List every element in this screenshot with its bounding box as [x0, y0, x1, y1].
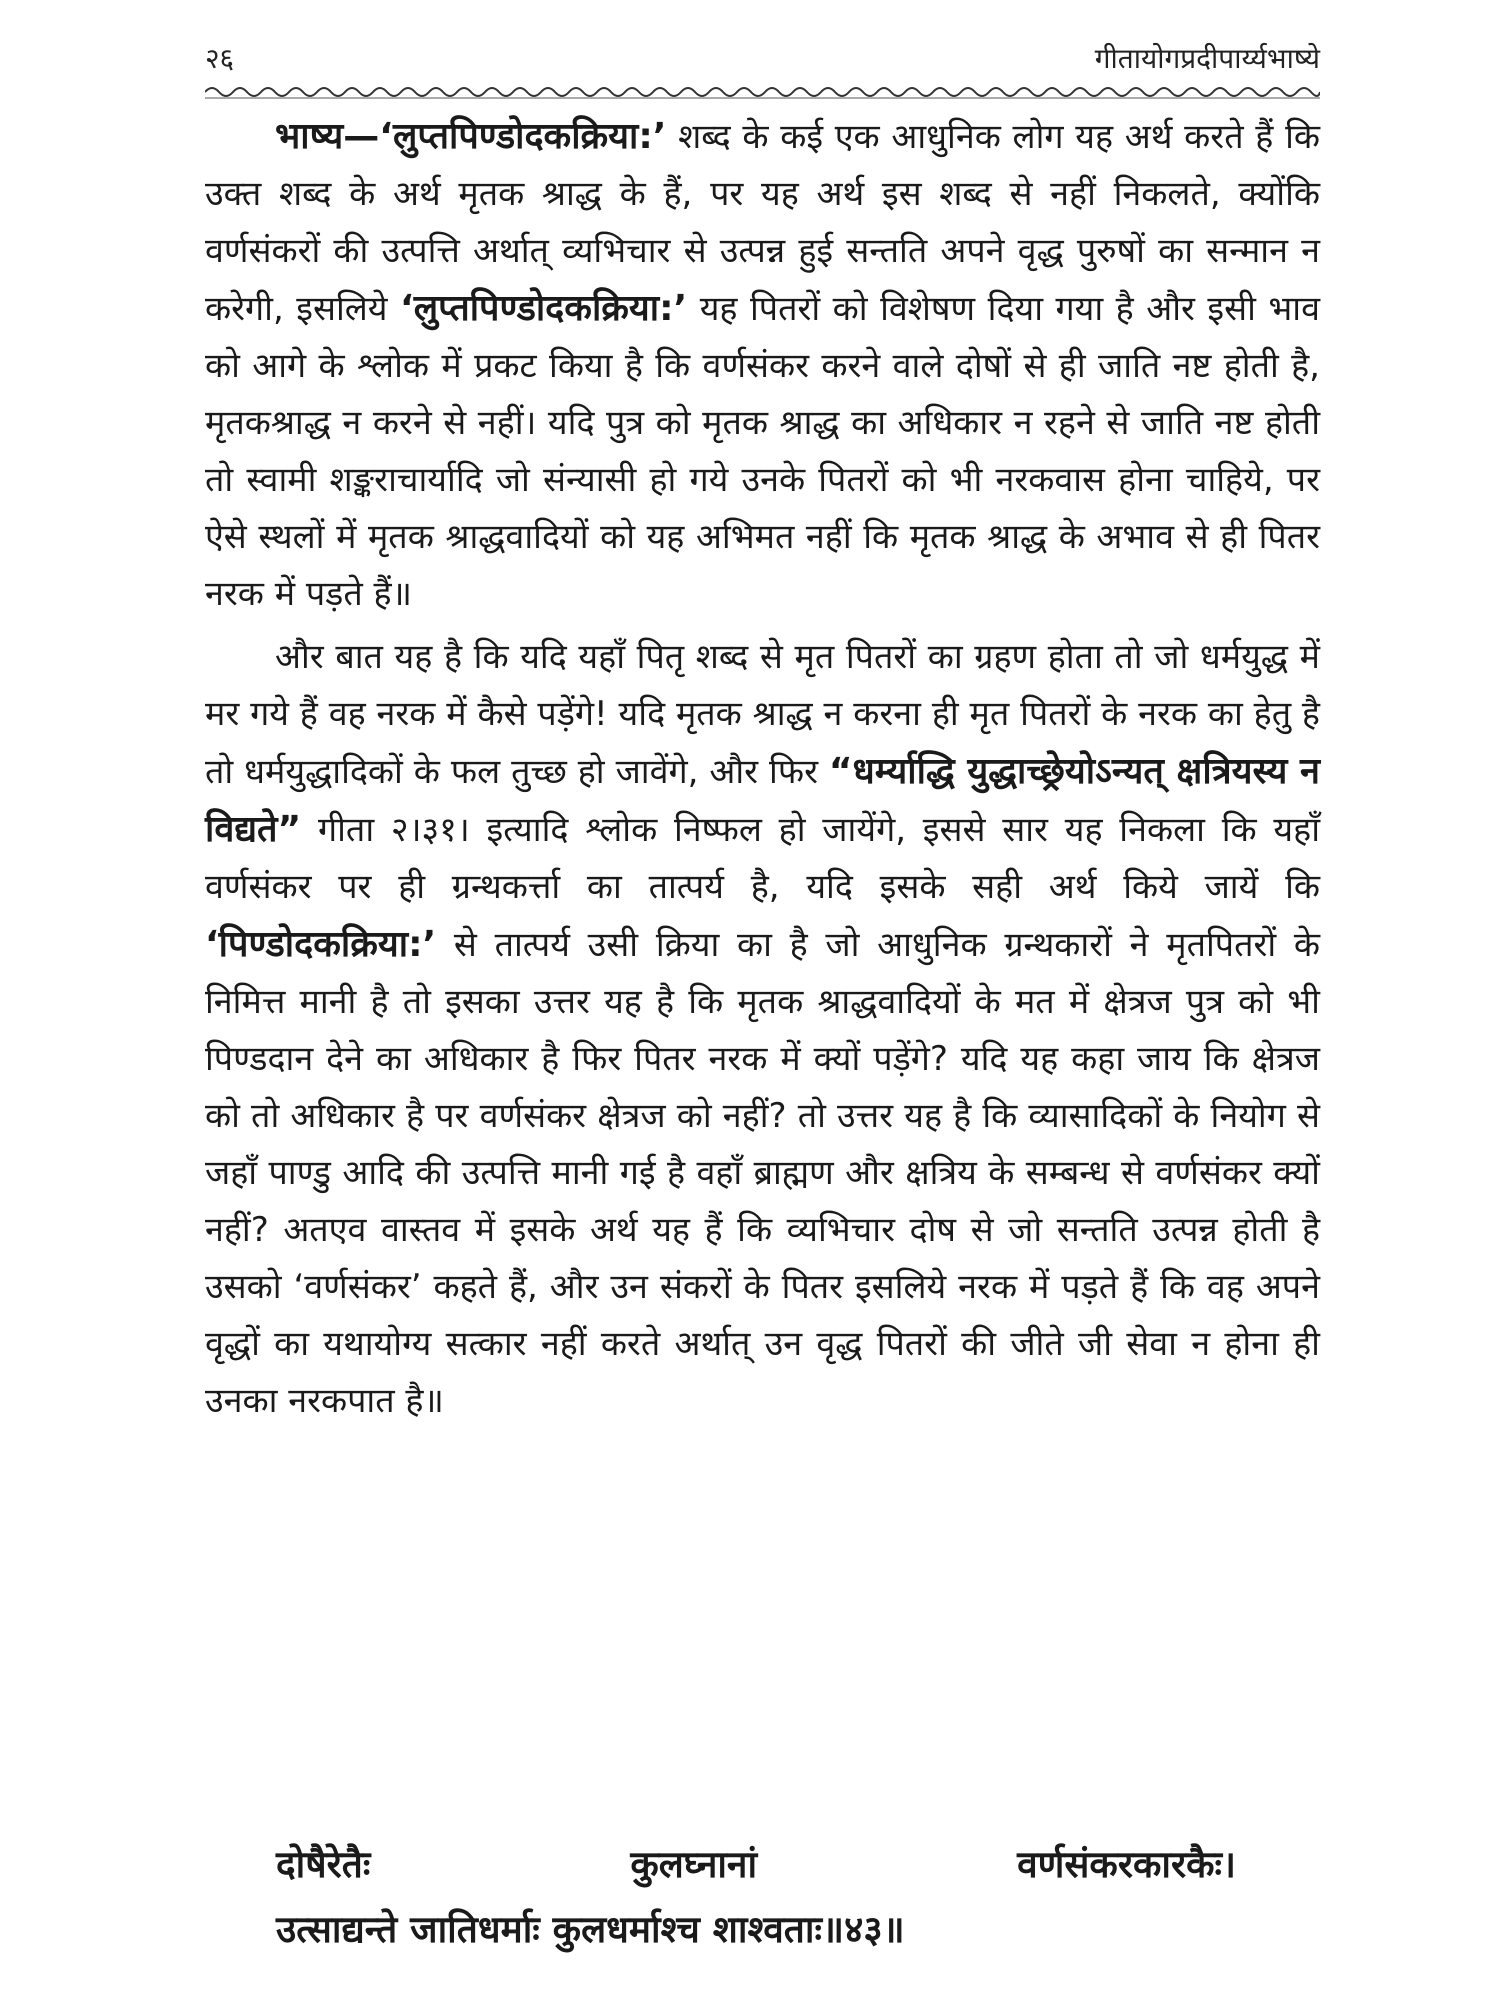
- verse-word: वर्णसंकरकारकैः।: [1017, 1843, 1236, 1886]
- verse-word: दोषैरेतैः: [276, 1843, 371, 1886]
- page-header: [205, 34, 1320, 82]
- decorative-rule: [205, 82, 1320, 102]
- verse-line-1: [276, 1835, 1236, 1895]
- page-body: [205, 108, 1320, 1436]
- term-pindodakakriya: ‘पिण्डोदकक्रिया:’: [205, 924, 437, 965]
- paragraph-commentary: [205, 108, 1320, 623]
- page-number: २६: [205, 42, 235, 75]
- paragraph-text: यह पितरों को विशेषण दिया गया है और इसी भाव को आगे के श्लोक में प्रकट किया है कि वर्णसंकर करने वाले दोषों से ही जाति नष्ट होती है, मृतकश्राद्ध न करने से नहीं। यदि पुत्र को मृतक श्राद्ध का अधिकार न रहने से जाति नष्ट होती तो स्वामी शङ्कराचार्यादि जो संन्यासी हो गये उनके पितरों को भी नरकवास होना चाहिये, पर ऐसे स्थलों में मृतक श्राद्धवादियों को यह अभिमत नहीं कि मृतक श्राद्ध के अभाव से ही पितर नरक में पड़ते हैं॥: [205, 289, 1320, 614]
- paragraph-text: और बात यह है कि यदि यहाँ पितृ शब्द से मृत पितरों का ग्रहण होता तो जो धर्मयुद्ध में मर गये हैं वह नरक में कैसे पड़ेंगे! यदि मृतक श्राद्ध न करना ही मृत पितरों के नरक का हेतु है तो धर्मयुद्धादिकों के फल तुच्छ हो जावेंगे, और फिर: [205, 637, 1320, 792]
- paragraph-text: शब्द के कई एक आधुनिक लोग यह अर्थ करते हैं कि उक्त शब्द के अर्थ मृतक श्राद्ध के हैं, पर यह अर्थ इस शब्द से नहीं निकलते, क्योंकि वर्णसंकरों की उत्पत्ति अर्थात् व्यभिचार से उत्पन्न हुई सन्तति अपने वृद्ध पुरुषों का सन्मान न करेगी, इसलिये: [205, 117, 1320, 329]
- commentary-lead: भाष्य—: [275, 116, 380, 157]
- paragraph-text: से तात्पर्य उसी क्रिया का है जो आधुनिक ग्रन्थकारों ने मृतपितरों के निमित्त मानी है तो इसका उत्तर यह है कि मृतक श्राद्धवादियों के मत में क्षेत्रज पुत्र को भी पिण्डदान देने का अधिकार है फिर पितर नरक में क्यों पड़ेंगे? यदि यह कहा जाय कि क्षेत्रज को तो अधिकार है पर वर्णसंकर क्षेत्रज को नहीं? तो उत्तर यह है कि व्यासादिकों के नियोग से जहाँ पाण्डु आदि की उत्पत्ति मानी गई है वहाँ ब्राह्मण और क्षत्रिय के सम्बन्ध से वर्णसंकर क्यों नहीं? अतएव वास्तव में इसके अर्थ यह हैं कि व्यभिचार दोष से जो सन्तति उत्पन्न होती है उसको ‘वर्णसंकर’ कहते हैं, और उन संकरों के पितर इसलिये नरक में पड़ते हैं कि वह अपने वृद्धों का यथायोग्य सत्कार नहीं करते अर्थात् उन वृद्ध पितरों की जीते जी सेवा न होना ही उनका नरकपात है॥: [205, 925, 1320, 1421]
- gita-quote: “धर्म्याद्धि युद्धाच्छ्रेयोऽन्यत् क्षत्रियस्य न विद्यते”: [205, 751, 1320, 850]
- term-luptapindodakakriya: ‘लुप्तपिण्डोदकक्रिया:’: [379, 116, 667, 157]
- verse-line-2: उत्साद्यन्ते जातिधर्माः कुलधर्माश्च शाश्वताः॥४३॥: [276, 1908, 905, 1951]
- verse-word: कुलघ्नानां: [630, 1843, 758, 1886]
- running-title: गीतायोगप्रदीपार्य्यभाष्ये: [1094, 42, 1320, 75]
- paragraph-text: गीता २।३१। इत्यादि श्लोक निष्फल हो जायेंगे, इससे सार यह निकला कि यहाँ वर्णसंकर पर ही ग्रन्थकर्त्ता का तात्पर्य है, यदि इसके सही अर्थ किये जायें कि: [205, 810, 1320, 907]
- term-luptapindodakakriya: ‘लुप्तपिण्डोदकक्रिया:’: [400, 288, 688, 329]
- paragraph-argument: [205, 629, 1320, 1430]
